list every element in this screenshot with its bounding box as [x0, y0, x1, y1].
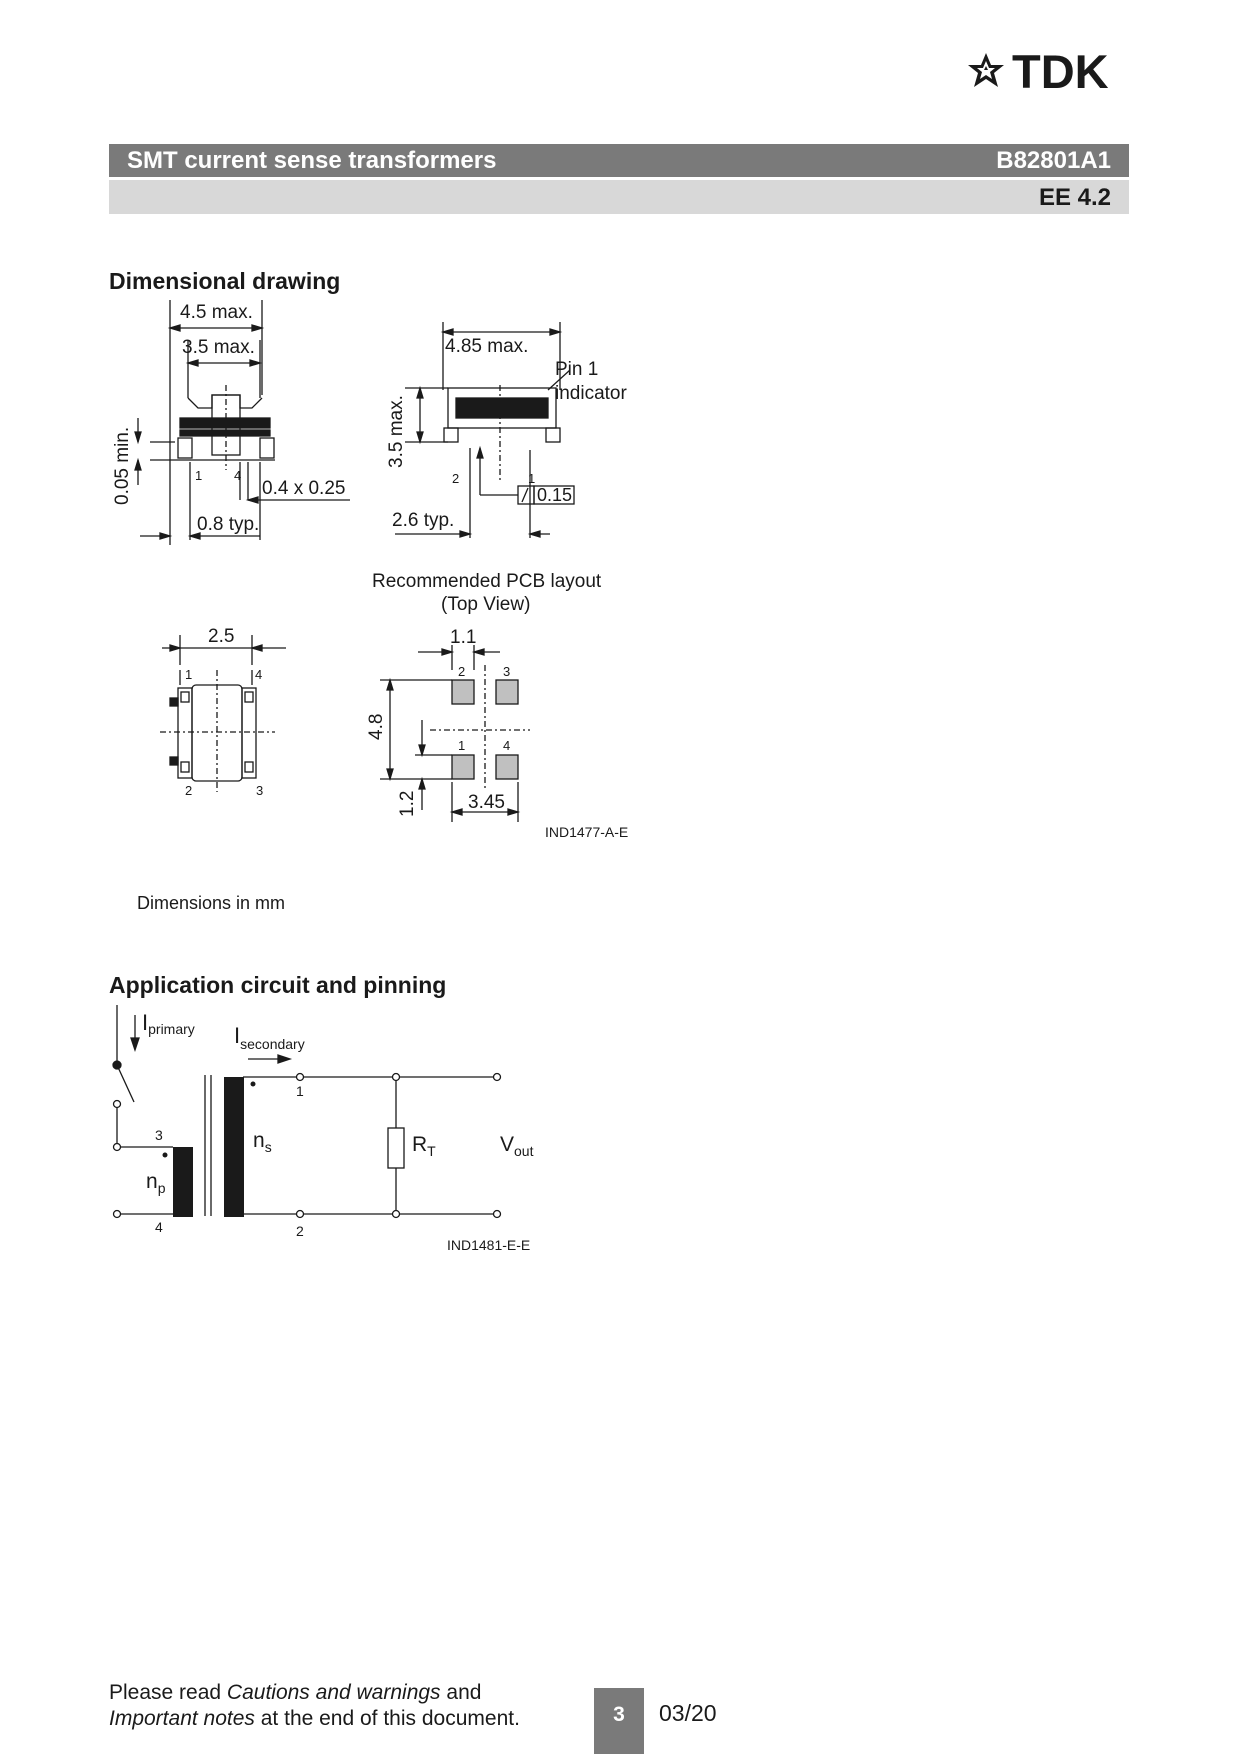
- dimensions-note: Dimensions in mm: [137, 893, 286, 913]
- header-bar: [109, 144, 1129, 177]
- dim-0-05-min: 0.05 min.: [112, 426, 133, 505]
- tdk-logo: [964, 44, 1109, 99]
- tdk-star-logo-icon: [964, 51, 1008, 93]
- footer-link-important-notes: Important notes: [109, 1707, 255, 1730]
- flatness-value: 0.15: [537, 485, 573, 505]
- footer-text-2: and: [440, 1681, 482, 1704]
- pad-label-1: 1: [458, 738, 466, 753]
- drawing-figure-id: IND1477-A-E: [545, 824, 629, 840]
- pin-3-label: 3: [155, 1127, 163, 1143]
- pin-label-2-front: 2: [452, 471, 460, 486]
- footer-note: [109, 1680, 520, 1732]
- footer-text-1: Please read: [109, 1681, 227, 1704]
- pin-label-4: 4: [234, 468, 242, 483]
- pin-label-1: 1: [195, 468, 203, 483]
- footer-text-3: at the end of this document.: [254, 1707, 520, 1730]
- pad-label-2: 2: [458, 664, 466, 679]
- brand-name: TDK: [1012, 45, 1109, 98]
- v-out-label: $V_{out}$: [500, 1133, 534, 1159]
- secondary-winding: [224, 1077, 244, 1217]
- pin-1-label: 1: [296, 1083, 304, 1099]
- pcb-layout-subtitle: (Top View): [441, 594, 531, 615]
- application-circuit-diagram: [100, 1005, 560, 1265]
- indicator-label: indicator: [555, 383, 627, 404]
- dim-4-85-max: 4.85 max.: [445, 336, 529, 357]
- i-secondary-label: $I_{secondary}$: [234, 1023, 305, 1052]
- section-title-dimensional-drawing: Dimensional drawing: [109, 268, 341, 294]
- core-type: EE 4.2: [1038, 184, 1111, 211]
- dim-4-8: 4.8: [366, 713, 387, 740]
- part-number: B82801A1: [996, 147, 1111, 174]
- pin1-label: Pin 1: [555, 359, 599, 380]
- pin-label-1-bottom: 1: [185, 667, 193, 682]
- pad-label-3: 3: [503, 664, 511, 679]
- pin-label-1-front: 1: [528, 471, 536, 486]
- pin-label-4-bottom: 4: [255, 667, 263, 682]
- dim-0-4x0-25: 0.4 x 0.25: [262, 478, 346, 499]
- page-number: 3: [594, 1688, 644, 1754]
- r-t-label: $R_T$: [412, 1133, 436, 1159]
- dim-1-1: 1.1: [450, 627, 477, 648]
- document-title: SMT current sense transformers: [127, 147, 497, 174]
- pin-label-3-bottom: 3: [256, 783, 264, 798]
- document-date: 03/20: [659, 1700, 717, 1726]
- primary-winding: [173, 1147, 193, 1217]
- dim-3-5-max-height: 3.5 max.: [386, 395, 407, 468]
- pin-2-label: 2: [296, 1223, 304, 1239]
- dim-3-45: 3.45: [468, 792, 505, 813]
- dim-2-5: 2.5: [208, 626, 235, 647]
- dim-2-6-typ: 2.6 typ.: [392, 510, 455, 531]
- dim-1-2: 1.2: [397, 790, 418, 817]
- pad-label-4: 4: [503, 738, 511, 753]
- dim-0-8-typ: 0.8 typ.: [197, 514, 260, 535]
- dim-3-5-max: 3.5 max.: [182, 337, 255, 358]
- dimensional-drawing: [100, 290, 660, 860]
- pcb-layout-title: Recommended PCB layout: [372, 571, 602, 592]
- pin-label-2-bottom: 2: [185, 783, 193, 798]
- circuit-figure-id: IND1481-E-E: [447, 1237, 531, 1253]
- i-primary-label: Iprimary: [142, 1010, 195, 1037]
- subheader-bar: [109, 180, 1129, 214]
- footer-link-cautions: Cautions and warnings: [226, 1681, 441, 1704]
- n-s-label: $n_s$: [253, 1129, 272, 1155]
- section-title-application-circuit: Application circuit and pinning: [109, 972, 447, 998]
- pin-4-label: 4: [155, 1219, 163, 1235]
- n-p-label: $n_p$: [146, 1170, 166, 1196]
- dim-4-5-max: 4.5 max.: [180, 302, 253, 323]
